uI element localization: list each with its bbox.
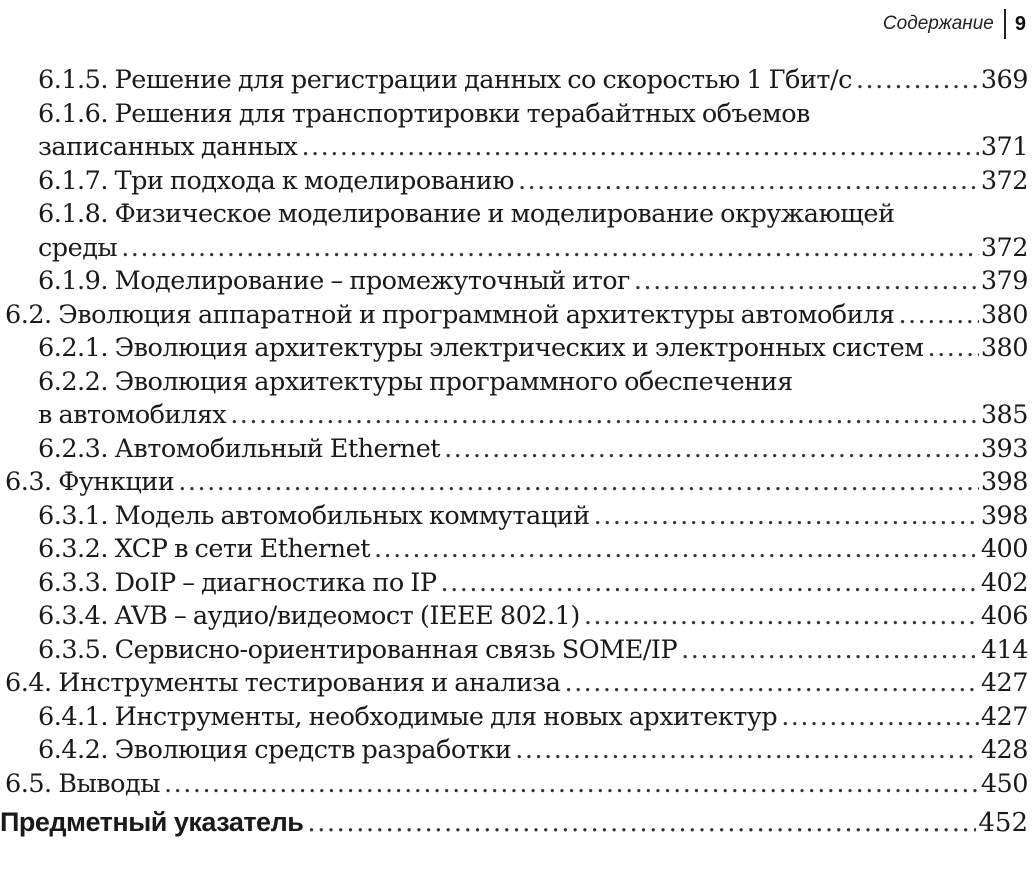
toc-entry-title: в автомобилях: [38, 400, 227, 430]
dot-leader: [121, 232, 979, 266]
toc-entry-title: 6.2.3. Автомобильный Ethernet: [38, 433, 441, 464]
toc-entry[interactable]: [0, 734, 1032, 768]
toc-entry-line: [5, 299, 1032, 333]
toc-entry-line: [38, 64, 1032, 98]
toc-entry-page: 402: [980, 567, 1028, 598]
toc-entry-line: [38, 265, 1032, 299]
toc-entry-index[interactable]: [0, 802, 1032, 843]
dot-leader: [164, 768, 979, 802]
toc-entry-page: 427: [980, 668, 1028, 698]
toc-entry-page: 406: [980, 601, 1028, 631]
dot-leader: [307, 803, 976, 843]
toc-entry-page: 372: [980, 165, 1028, 196]
toc-entry-line: [5, 667, 1032, 701]
toc-entry-title: 6.4.1. Инструменты, необходимые для новых архитектур: [38, 701, 778, 732]
toc-entry-title: 6.3. Функции: [5, 467, 175, 497]
toc-entry-page: 380: [980, 299, 1028, 330]
toc-entry-line: [0, 802, 1032, 843]
toc-entry[interactable]: [0, 265, 1032, 299]
toc-entry-line: [38, 600, 1032, 634]
toc-entry-line: [38, 131, 1032, 165]
toc-entry-page: 414: [980, 634, 1028, 665]
toc-entry[interactable]: [0, 332, 1032, 366]
toc-entry-line: [38, 634, 1032, 668]
toc-entry[interactable]: [0, 600, 1032, 634]
toc-entry-title: 6.2. Эволюция аппаратной и программной архитектуры автомобиля: [5, 299, 895, 330]
toc-entry-title: 6.3.3. DoIP – диагностика по IP: [38, 567, 437, 598]
toc-entry-page: 427: [980, 701, 1028, 732]
toc-entry-page: 452: [978, 808, 1028, 838]
dot-leader: [856, 64, 979, 98]
toc-entry-line: [38, 433, 1032, 467]
toc-entry-page: 398: [980, 500, 1028, 531]
toc-entry-line: [38, 232, 1032, 266]
dot-leader: [444, 433, 979, 467]
toc-entry-line: [5, 768, 1032, 802]
toc-entry-title: Предметный указатель: [0, 807, 304, 837]
toc-entry-title: 6.1.9. Моделирование – промежуточный итог: [38, 266, 630, 296]
toc-entry[interactable]: [0, 165, 1032, 199]
dot-leader: [634, 265, 979, 299]
toc-entry[interactable]: [0, 299, 1032, 333]
toc-entry-title: 6.4.2. Эволюция средств разработки: [38, 735, 512, 765]
dot-leader: [781, 701, 979, 735]
dot-leader: [301, 131, 978, 165]
toc-entry-line: [38, 500, 1032, 534]
dot-leader: [681, 634, 979, 668]
dot-leader: [515, 734, 979, 768]
toc-entry-line: [38, 734, 1032, 768]
toc-entry[interactable]: [0, 500, 1032, 534]
toc-entry-line: [38, 332, 1032, 366]
toc-entry-page: 371: [980, 132, 1028, 162]
toc-entry-line: [38, 701, 1032, 735]
toc-entry-line: [5, 466, 1032, 500]
running-header-title: Содержание: [882, 13, 994, 34]
dot-leader: [584, 600, 979, 634]
toc-entry-line: [38, 533, 1032, 567]
toc-entry-page: 450: [980, 768, 1028, 799]
toc-entry-title: 6.3.5. Сервисно-ориентированная связь SOME/IP: [38, 634, 678, 665]
toc-entry-title: среды: [38, 232, 118, 263]
dot-leader: [374, 533, 979, 567]
toc-entry-title-line: 6.1.8. Физическое моделирование и моделирование окружающей: [38, 199, 895, 229]
toc-entry[interactable]: [0, 466, 1032, 500]
toc-entry-line: [38, 399, 1032, 433]
toc-entry-title: 6.1.7. Три подхода к моделированию: [38, 165, 514, 196]
toc-entry-page: 379: [980, 266, 1028, 296]
toc-entry-title: 6.5. Выводы: [5, 768, 161, 799]
toc-entry-page: 385: [980, 400, 1028, 430]
toc-entry-title: записанных данных: [38, 132, 298, 162]
toc-entry-title: 6.2.1. Эволюция архитектуры электрических и электронных систем: [38, 333, 924, 363]
toc-entry-page: 369: [980, 65, 1028, 95]
toc-entry-line: [38, 567, 1032, 601]
toc-entry-page: 400: [980, 534, 1028, 564]
toc-entry-title-line: 6.2.2. Эволюция архитектуры программного обеспечения: [38, 366, 793, 397]
toc-entry-page: 372: [980, 232, 1028, 263]
running-header: [883, 8, 1026, 40]
toc-entry-page: 398: [980, 467, 1028, 497]
dot-leader: [518, 165, 979, 199]
toc-entry-page: 380: [980, 333, 1028, 363]
toc-entry-title: 6.3.2. XCP в сети Ethernet: [38, 534, 370, 564]
dot-leader: [564, 667, 978, 701]
toc-entry[interactable]: [0, 98, 1032, 165]
dot-leader: [898, 299, 978, 333]
dot-leader: [230, 399, 979, 433]
header-page-number: 9: [1014, 12, 1026, 35]
toc-entry[interactable]: [0, 533, 1032, 567]
toc-entry-page: 393: [980, 433, 1028, 464]
toc-entry-page: 428: [980, 735, 1028, 765]
toc-entry-title: 6.4. Инструменты тестирования и анализа: [5, 668, 561, 698]
table-of-contents: [0, 64, 1032, 801]
toc-entry[interactable]: [0, 634, 1032, 668]
toc-entry[interactable]: [0, 433, 1032, 467]
toc-entry[interactable]: [0, 567, 1032, 601]
toc-entry-title: 6.3.4. AVB – аудио/видеомост (IEEE 802.1): [38, 601, 580, 631]
toc-entry[interactable]: [0, 64, 1032, 98]
toc-entry[interactable]: [0, 768, 1032, 802]
toc-entry-title: 6.1.5. Решение для регистрации данных со скоростью 1 Гбит/с: [38, 65, 852, 95]
toc-entry[interactable]: [0, 667, 1032, 701]
dot-leader: [594, 500, 979, 534]
toc-entry[interactable]: [0, 366, 1032, 433]
toc-entry-title-line: 6.1.6. Решения для транспортировки терабайтных объемов: [38, 98, 810, 129]
dot-leader: [178, 466, 979, 500]
dot-leader: [441, 567, 979, 601]
toc-entry-line: [38, 165, 1032, 199]
toc-entry[interactable]: [0, 701, 1032, 735]
toc-entry-title: 6.3.1. Модель автомобильных коммутаций: [38, 500, 590, 531]
toc-entry[interactable]: [0, 198, 1032, 265]
dot-leader: [928, 332, 979, 366]
